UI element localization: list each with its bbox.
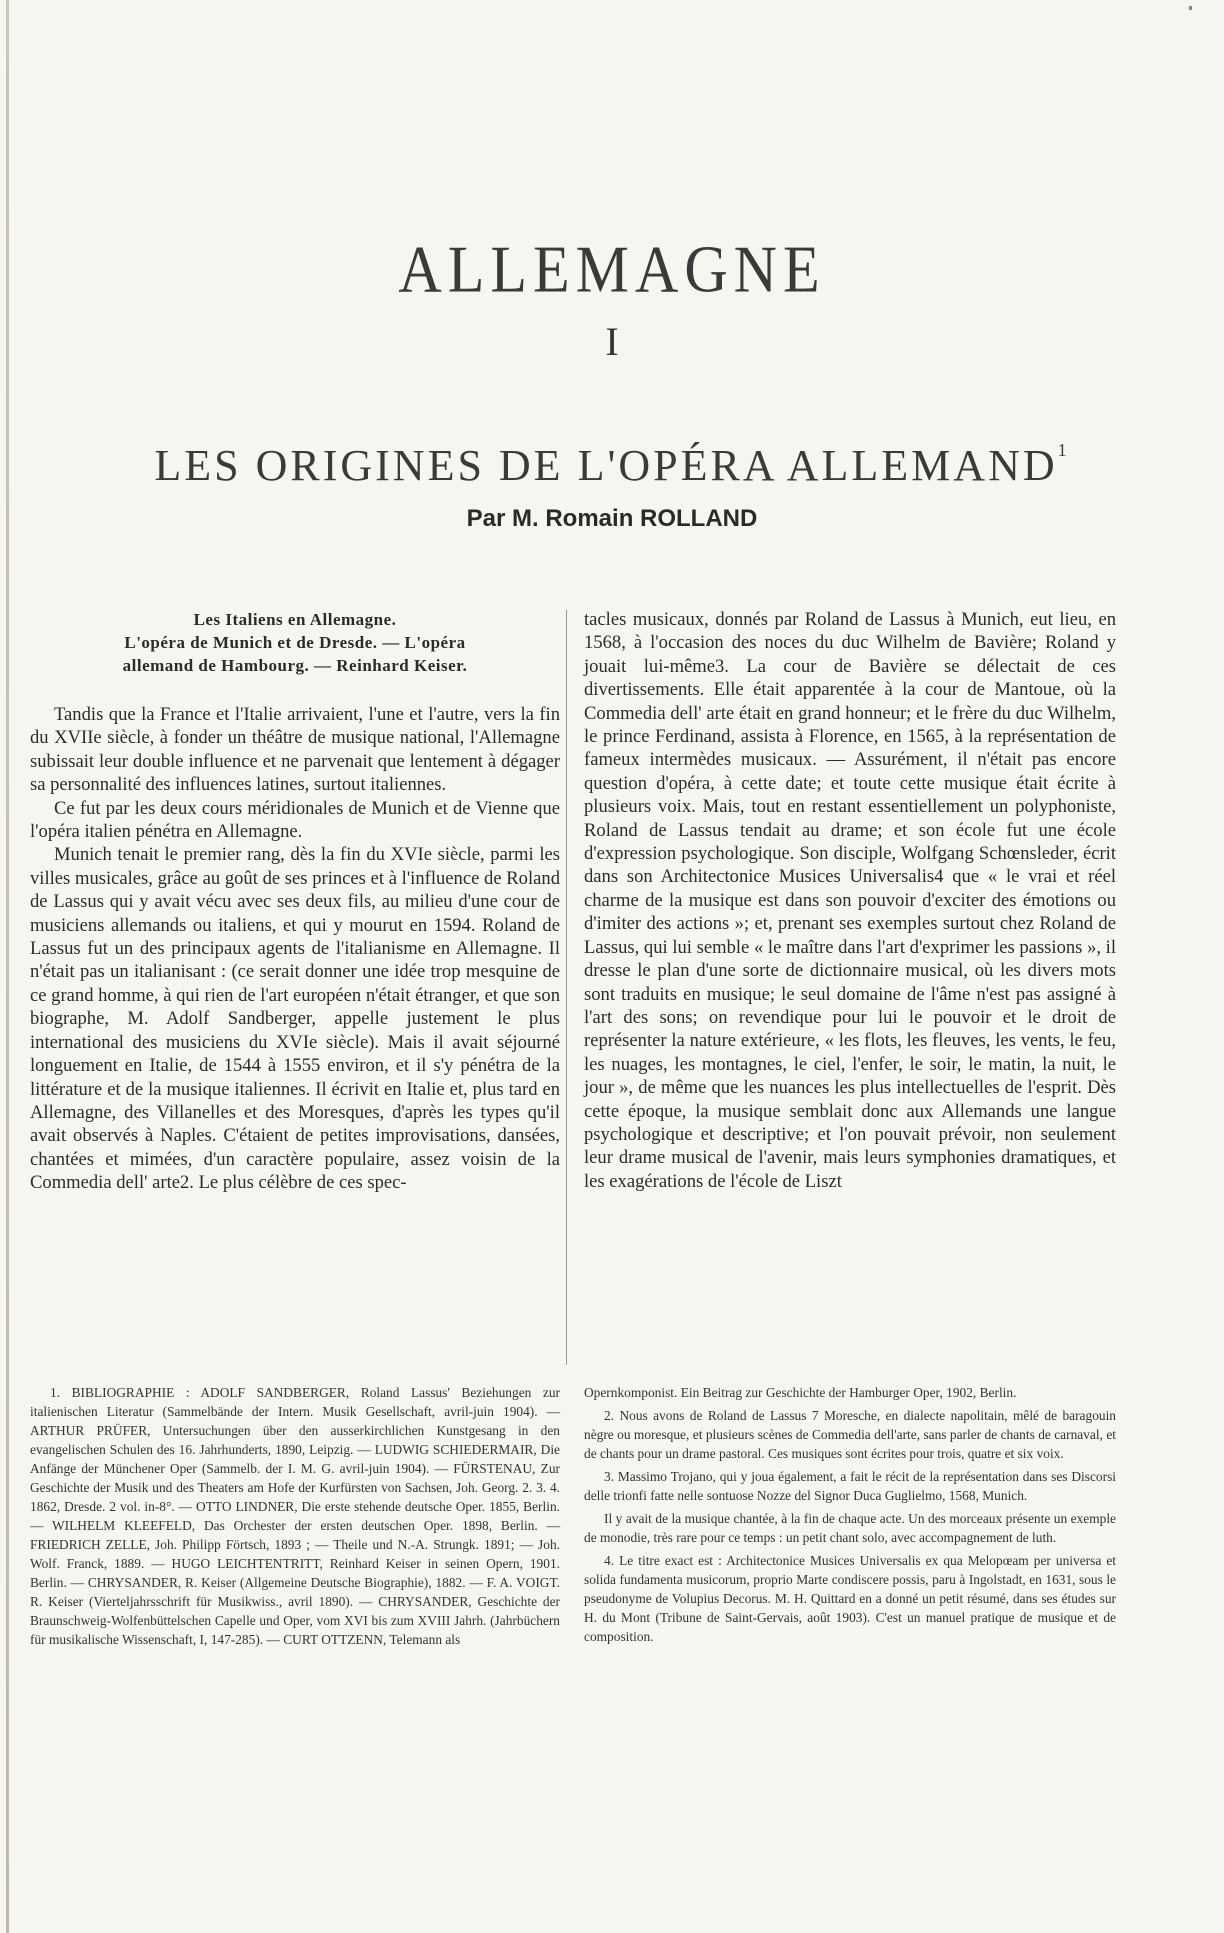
- section-heading: [30, 608, 560, 677]
- chapter-title: ALLEMAGNE: [398, 231, 826, 306]
- footnotes-right: [584, 1383, 1116, 1650]
- section-heading-line: allemand de Hambourg. — Reinhard Keiser.: [122, 656, 468, 675]
- left-column: [30, 608, 560, 1195]
- footnote: 4. Le titre exact est : Architectonice Musices Universalis ex qua Melopœam per universa et solida fundamenta musicorum, proprio Marte condiscere possis, paru à Ingolstadt, en 1631, sous le pseudonyme de Volupius Decorus. M. H. Quittard en a donné un petit résumé, dans ses études sur H. du Mont (Tribune de Saint-Gervais, août 1903). C'est un manuel pratique de musique et de composition.: [584, 1553, 1116, 1644]
- footnote: 1. BIBLIOGRAPHIE : ADOLF SANDBERGER, Roland Lassus' Beziehungen zur italienischen Literatur (Sammelbände der Intern. Musik Gesellschaft, avril-juin 1904). — ARTHUR PRÜFER, Untersuchungen über den ausserkirchlichen Kunstgesang in den evangelischen Schulen des 16. Jahrhunderts, 1890, Leipzig. — LUDWIG SCHIEDERMAIR, Die Anfänge der Münchener Oper (Sammelb. der I. M. G. avril-juin 1904). — FÜRSTENAU, Zur Geschichte der Musik und des Theaters am Hofe der Kurfürsten von Sachsen, Joh. Georg. 2. 3. 4. 1862, Dresde. 2 vol. in-8°. — OTTO LINDNER, Die erste stehende deutsche Oper. 1855, Berlin. — WILHELM KLEEFELD, Das Orchester der ersten deutschen Oper. 1898, Berlin. — FRIEDRICH ZELLE, Joh. Philipp Förtsch, 1893 ; — Theile und N.-A. Strungk. 1891; — Joh. Wolf. Franck, 1889. — HUGO LEICHTENTRITT, Reinhard Keiser in seinen Opern, 1901. Berlin. — CHRYSANDER, R. Keiser (Allgemeine Deutsche Biographie), 1882. — F. A. VOIGT. R. Keiser (Vierteljahrsschrift für Musikwiss., avril 1890). — CHRYSANDER, Geschichte der Braunschweig-Wolfenbüttelschen Capelle und Oper, vom XVI bis zum XVIII Jahrh. (Jahrbüchern für musikalische Wissenschaft, I, 147-285). — CURT OTTZENN, Telemann als: [30, 1385, 560, 1647]
- paragraph: tacles musicaux, donnés par Roland de Lassus à Munich, eut lieu, en 1568, à l'occasion des noces du duc Wilhelm de Bavière; Roland y jouait lui-même3. La cour de Bavière se délectait de ces divertissements. Elle était apparentée à la cour de Mantoue, où la Commedia dell' arte était en grand honneur; et le frère du duc Wilhelm, le prince Ferdinand, assista à Florence, en 1565, à la représentation de fameux intermèdes musicaux. — Assurément, il n'était pas encore question d'opéra, à cette date; et toute cette musique était écrite à plusieurs voix. Mais, tout en restant essentiellement un polyphoniste, Roland de Lassus tendait au drame; et son école fut une école d'expression psychologique. Son disciple, Wolfgang Schœnsleder, écrit dans son Architectonice Musices Universalis4 que « le vrai et réel charme de la musique est dans son pouvoir d'exciter des émotions ou d'imiter des actions »; et, prenant ses exemples surtout chez Roland de Lassus, qui lui semble « le maître dans l'art d'exprimer les passions », il dresse le plan d'une sorte de dictionnaire musical, où les divers mots sont traduits en musique; le seul domaine de l'âme n'est pas assigné à l'art des sons; on revendique pour lui le pouvoir et le droit de représenter la nature extérieure, « les flots, les fleuves, les vents, le feu, les nuages, les montagnes, le ciel, l'enfer, le soir, le matin, la nuit, le jour », de même que les nuances les plus intellectuelles de l'esprit. Dès cette époque, la musique semblait donc aux Allemands une langue psychologique et descriptive; et l'on pouvait prévoir, non seulement leur drame musical de l'avenir, mais leurs symphonies dramatiques, et les exagérations de l'école de Liszt: [584, 609, 1116, 1192]
- footnote: Il y avait de la musique chantée, à la fin de chaque acte. Un des morceaux présente un exemple de monodie, très rare pour ce temps : un petit chant solo, avec accompagnement de luth.: [584, 1511, 1116, 1545]
- footnotes-left: [30, 1383, 560, 1653]
- footnote-ref: 1: [1057, 440, 1070, 460]
- paragraph: Ce fut par les deux cours méridionales de Munich et de Vienne que l'opéra italien pénétra en Allemagne.: [30, 797, 560, 843]
- article-title: [0, 440, 1224, 491]
- byline: Par M. Romain ROLLAND: [466, 505, 758, 532]
- section-heading-line: Les Italiens en Allemagne.: [193, 610, 397, 629]
- article-title-text: LES ORIGINES DE L'OPÉRA ALLEMAND: [154, 441, 1058, 490]
- footnote: Opernkomponist. Ein Beitrag zur Geschichte der Hamburger Oper, 1902, Berlin.: [584, 1385, 1017, 1400]
- footnote: 2. Nous avons de Roland de Lassus 7 Moresche, en dialecte napolitain, mêlé de baragouin nègre ou moresque, et plusieurs scènes de Commedia dell'arte, sans parler de chants de carnaval, et de chants pour un drame pastoral. Ces musiques sont écrites pour trois, quatre et six voix.: [584, 1408, 1116, 1461]
- paragraph: Munich tenait le premier rang, dès la fin du XVIe siècle, parmi les villes musicales, grâce au goût de ses princes et à l'influence de Roland de Lassus qui y avait vécu avec ses deux fils, au milieu d'une cour de musiciens allemands ou italiens, et qui y mourut en 1594. Roland de Lassus fut un des principaux agents de l'italianisme en Allemagne. Il n'était pas un italianisant : (ce serait donner une idée trop mesquine de ce grand homme, à qui rien de l'art européen n'était étranger, et que son biographe, M. Adolf Sandberger, appelle justement le plus international des musiciens du XVIe siècle). Mais il avait séjourné longuement en Italie, de 1544 à 1555 environ, et il s'y pénétra de la littérature et de la musique italiennes. Il écrivit en Italie et, plus tard en Allemagne, des Villanelles et des Moresques, d'après les types qu'il avait observés à Naples. C'étaient de petites improvisations, dansées, chantées et mimées, d'un caractère populaire, assez voisin de la Commedia dell' arte2. Le plus célèbre de ces spec-: [30, 844, 560, 1194]
- footnote: 3. Massimo Trojano, qui y joua également, a fait le récit de la représentation dans ses Discorsi delle trionfi fatte nelle sontuose Nozze del Signor Duca Guglielmo, 1568, Munich.: [584, 1469, 1116, 1503]
- section-heading-line: L'opéra de Munich et de Dresde. — L'opéra: [124, 633, 466, 652]
- right-column: [584, 608, 1116, 1193]
- print-mark: [1189, 6, 1192, 10]
- paragraph: Tandis que la France et l'Italie arrivaient, l'une et l'autre, vers la fin du XVIIe siècle, à fonder un théâtre de musique national, l'Allemagne subissait leur double influence et ne parvenait que lentement à dégager sa personnalité des influences latines, surtout italiennes.: [30, 704, 560, 796]
- column-divider: [566, 610, 567, 1365]
- part-number: I: [605, 319, 619, 364]
